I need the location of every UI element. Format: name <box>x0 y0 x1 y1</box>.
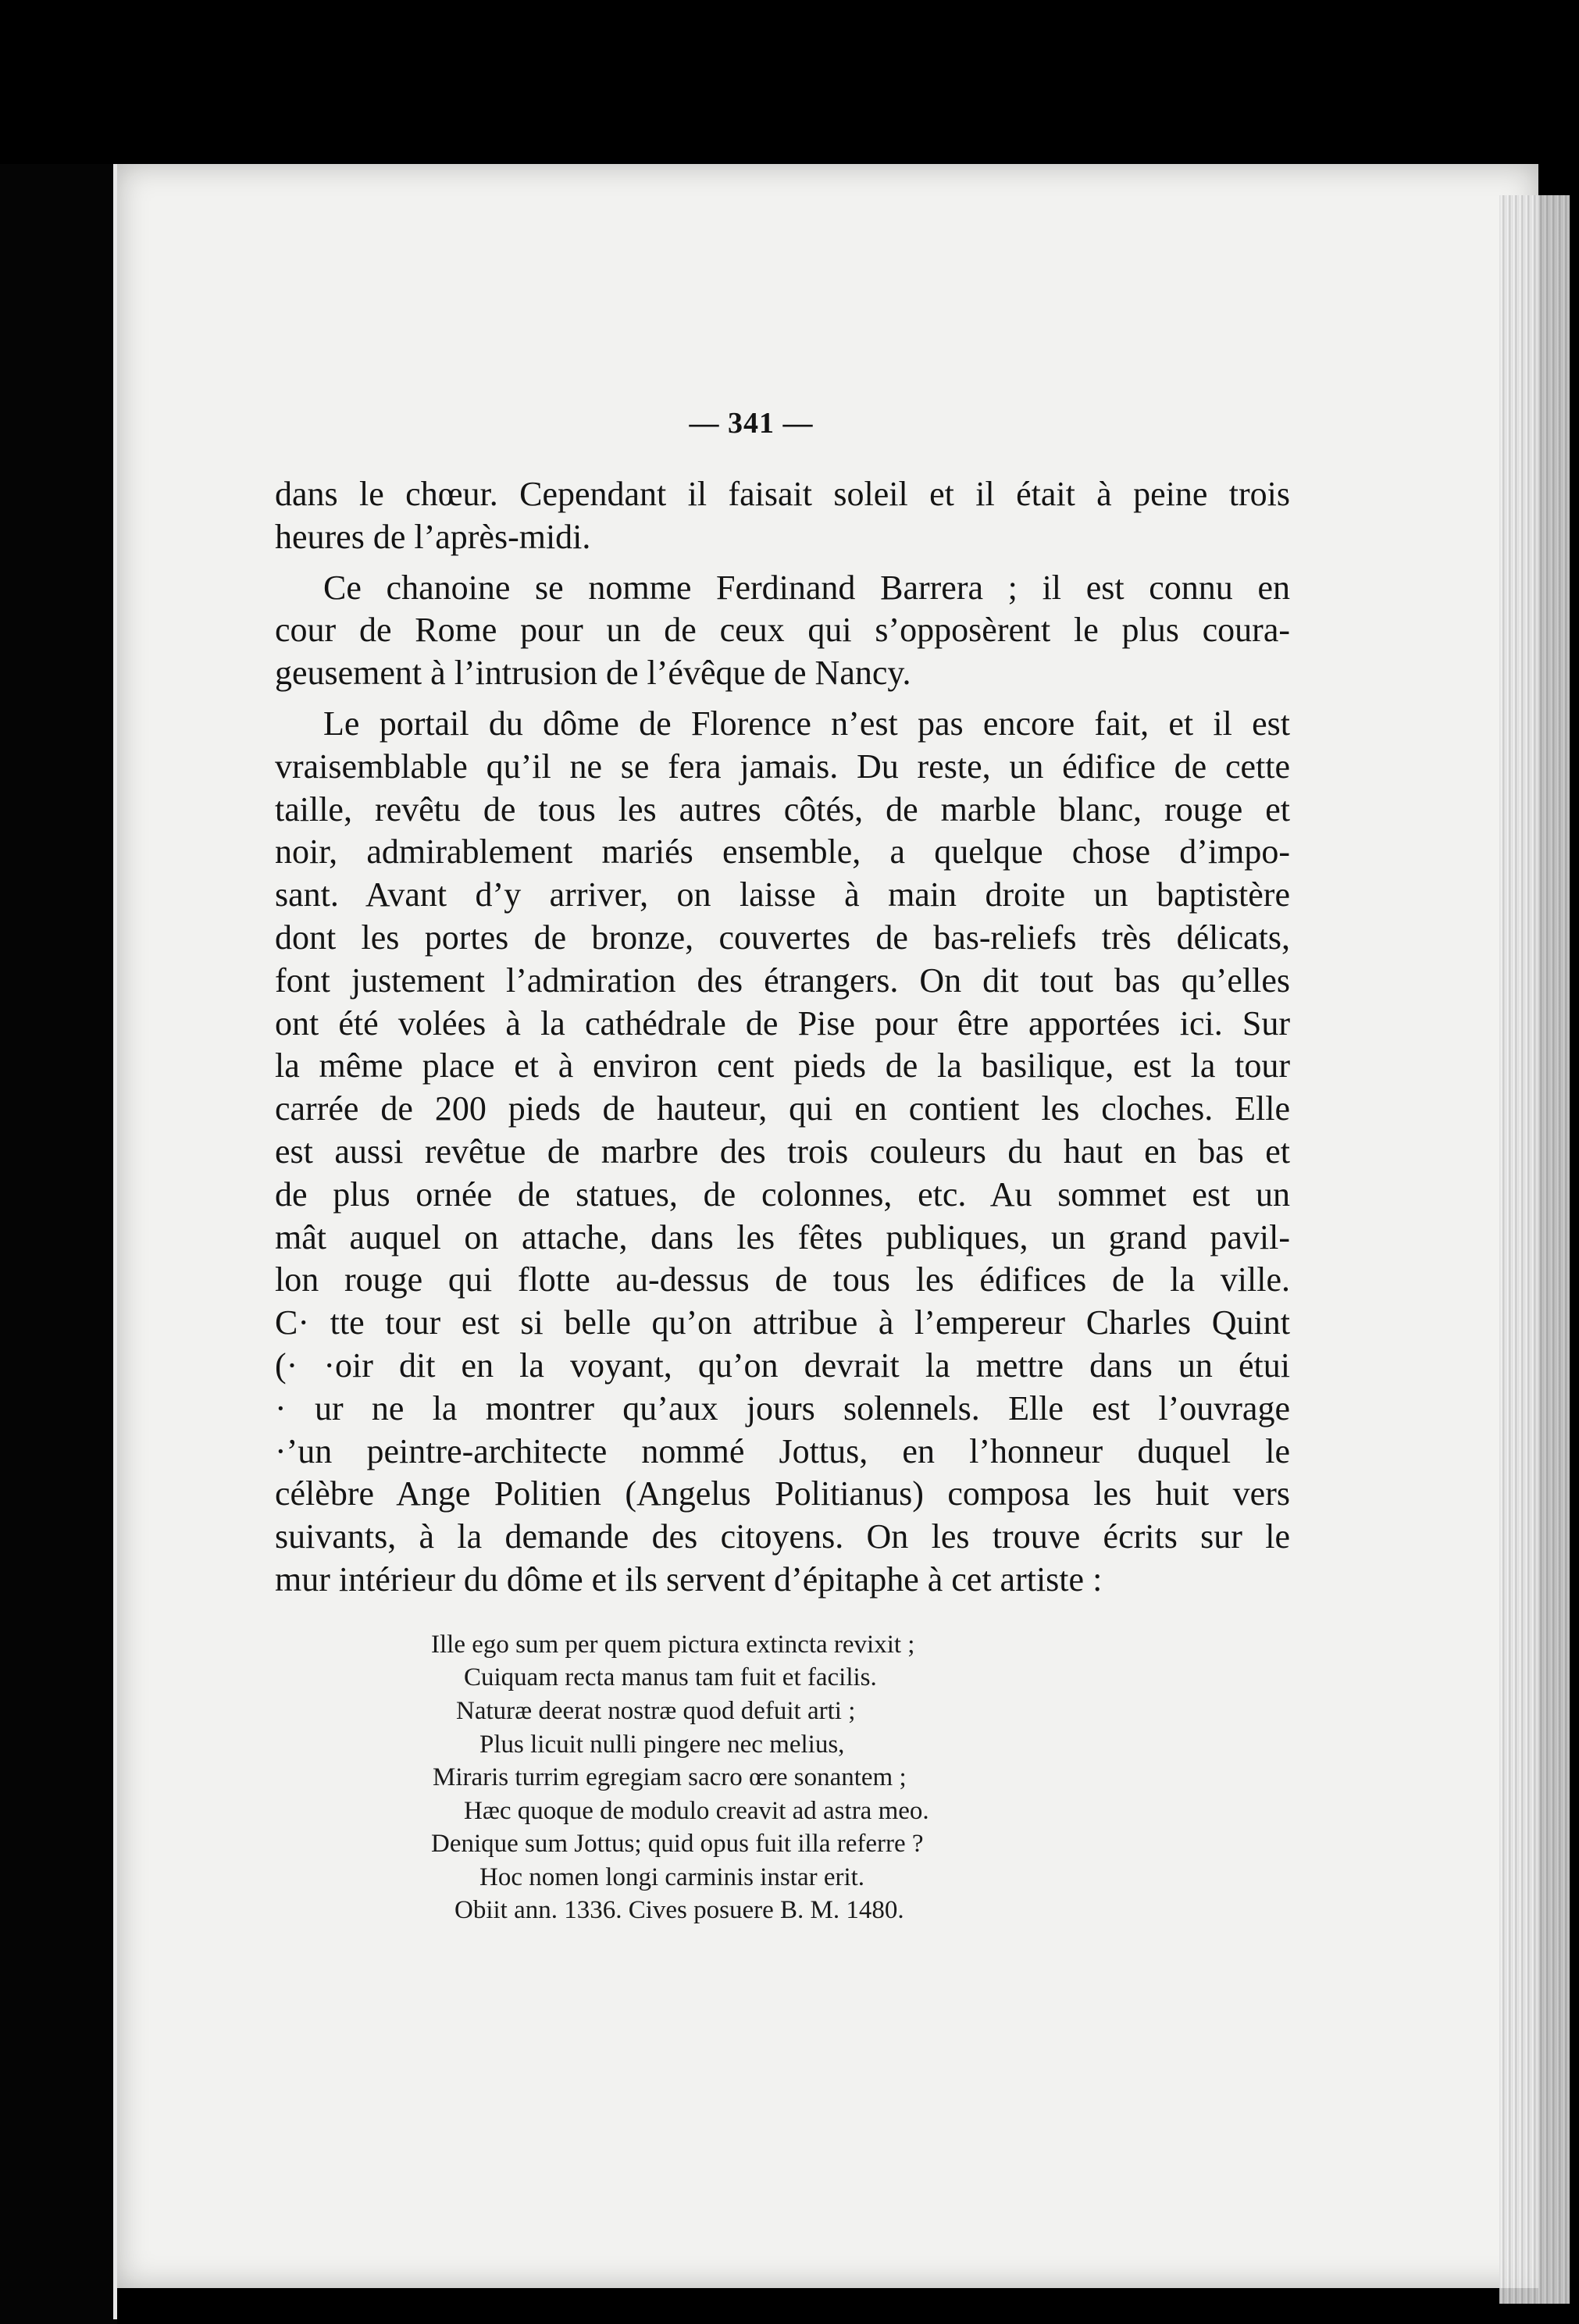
text-line: cour de Rome pour un de ceux qui s’opposèrent le plus coura- <box>275 611 1290 650</box>
poem-line: Plus licuit nulli pingere nec melius, <box>479 1730 845 1759</box>
text-line: taille, revêtu de tous les autres côtés, de marble blanc, rouge et <box>275 790 1290 829</box>
text-line: Le portail du dôme de Florence n’est pas encore fait, et il est <box>323 704 1290 743</box>
poem-line: Cuiquam recta manus tam fuit et facilis. <box>464 1663 877 1692</box>
text-line: dans le chœur. Cependant il faisait soleil et il était à peine trois <box>275 475 1290 513</box>
poem-line: Hæc quoque de modulo creavit ad astra meo. <box>464 1796 929 1825</box>
text-line: de plus ornée de statues, de colonnes, etc. Au sommet est un <box>275 1174 1290 1214</box>
text-line: font justement l’admiration des étrangers. On dit tout bas qu’elles <box>275 961 1290 1000</box>
poem-line: Hoc nomen longi carminis instar erit. <box>479 1862 865 1891</box>
page-text-block <box>275 406 1290 1927</box>
text-line: carrée de 200 pieds de hauteur, qui en contient les cloches. Elle <box>275 1089 1290 1128</box>
epitaph-poem <box>275 1628 1290 1927</box>
paragraph-3 <box>275 703 1290 1602</box>
text-line: célèbre Ange Politien (Angelus Politianus) composa les huit vers <box>275 1474 1290 1513</box>
text-line: est aussi revêtue de marbre des trois couleurs du haut en bas et <box>275 1132 1290 1171</box>
text-line: dont les portes de bronze, couvertes de bas-reliefs très délicats, <box>275 918 1290 957</box>
poem-line: Denique sum Jottus; quid opus fuit illa referre ? <box>431 1830 924 1859</box>
text-line: mur intérieur du dôme et ils servent d’épitaphe à cet artiste : <box>275 1559 1103 1599</box>
paragraph-2 <box>275 567 1290 695</box>
poem-line: Ille ego sum per quem pictura extincta revixit ; <box>431 1630 915 1659</box>
paragraph-1 <box>275 473 1290 559</box>
page-stack-edge <box>1499 195 1570 2304</box>
text-line: ont été volées à la cathédrale de Pise pour être apportées ici. Sur <box>275 1003 1290 1043</box>
book-binding-shadow <box>0 164 117 2324</box>
poem-line: Obiit ann. 1336. Cives posuere B. M. 1480. <box>454 1896 904 1925</box>
text-line: vraisemblable qu’il ne se fera jamais. Du reste, un édifice de cette <box>275 747 1290 786</box>
poem-line: Naturæ deerat nostræ quod defuit arti ; <box>456 1696 856 1725</box>
text-line: suivants, à la demande des citoyens. On les trouve écrits sur le <box>275 1517 1290 1556</box>
text-line: lon rouge qui flotte au-dessus de tous les édifices de la ville. <box>275 1260 1290 1299</box>
poem-line: Miraris turrim egregiam sacro œre sonantem ; <box>433 1763 907 1792</box>
text-line: · ur ne la montrer qu’aux jours solennels. Elle est l’ouvrage <box>275 1388 1290 1428</box>
text-line: la même place et à environ cent pieds de la basilique, est la tour <box>275 1046 1290 1085</box>
text-line: mât auquel on attache, dans les fêtes publiques, un grand pavil- <box>275 1217 1290 1256</box>
page-number: — 341 — <box>689 407 814 440</box>
text-line: C· tte tour est si belle qu’on attribue à l’empereur Charles Quint <box>275 1303 1290 1342</box>
text-line: Ce chanoine se nomme Ferdinand Barrera ; il est connu en <box>323 568 1290 607</box>
text-line: sant. Avant d’y arriver, on laisse à main droite un baptistère <box>275 875 1290 914</box>
text-line: noir, admirablement mariés ensemble, a quelque chose d’impo- <box>275 832 1290 872</box>
text-line: (· ·oir dit en la voyant, qu’on devrait la mettre dans un étui <box>275 1346 1290 1385</box>
text-line: geusement à l’intrusion de l’évêque de Nancy. <box>275 654 911 693</box>
text-line: heures de l’après-midi. <box>275 517 591 556</box>
text-line: ·’un peintre-architecte nommé Jottus, en l’honneur duquel le <box>275 1431 1290 1470</box>
